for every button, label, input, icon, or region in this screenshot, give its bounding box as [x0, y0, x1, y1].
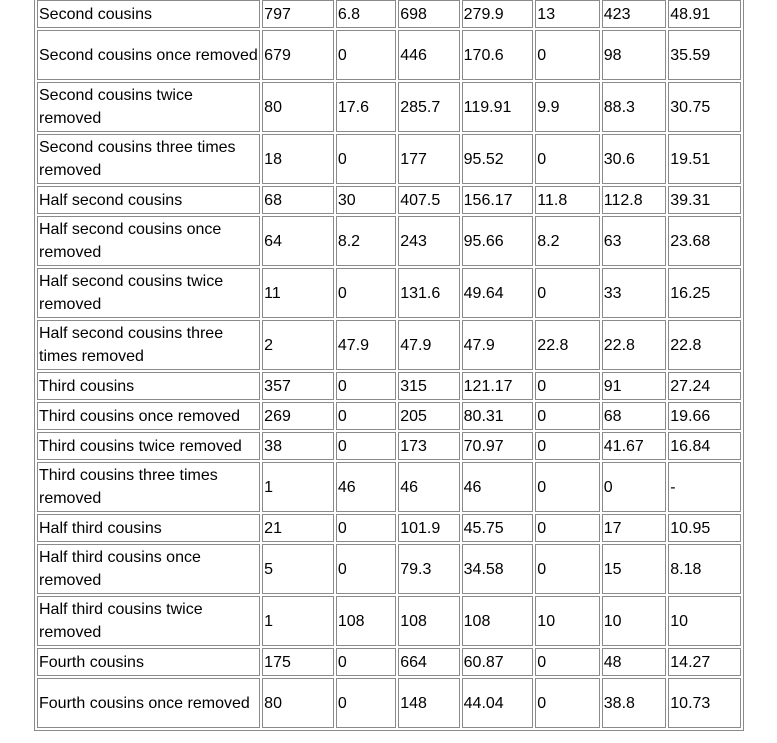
- value-cell: 698: [398, 0, 459, 28]
- value-cell: 446: [398, 30, 459, 80]
- relationship-label-cell: Half second cousins three times removed: [37, 320, 260, 370]
- table-row: [37, 402, 741, 430]
- value-cell: 156.17: [462, 186, 534, 214]
- relationship-label-cell: Half second cousins once removed: [37, 216, 260, 266]
- value-cell: 30.75: [668, 82, 741, 132]
- relationship-cm-table: [34, 0, 744, 731]
- value-cell: 38.8: [602, 678, 666, 728]
- value-cell: 21: [262, 514, 334, 542]
- table-body: [37, 0, 741, 728]
- value-cell: 48: [602, 648, 666, 676]
- value-cell: 6.8: [336, 0, 396, 28]
- value-cell: 357: [262, 372, 334, 400]
- value-cell: 38: [262, 432, 334, 460]
- value-cell: 423: [602, 0, 666, 28]
- relationship-label-cell: Half third cousins once removed: [37, 544, 260, 594]
- relationship-label-cell: Fourth cousins: [37, 648, 260, 676]
- value-cell: 0: [336, 134, 396, 184]
- table-row: [37, 596, 741, 646]
- value-cell: 205: [398, 402, 459, 430]
- table-row: [37, 0, 741, 28]
- value-cell: 47.9: [462, 320, 534, 370]
- value-cell: 64: [262, 216, 334, 266]
- value-cell: 0: [336, 268, 396, 318]
- value-cell: 8.2: [535, 216, 599, 266]
- value-cell: 23.68: [668, 216, 741, 266]
- table-row: [37, 678, 741, 728]
- value-cell: 1: [262, 596, 334, 646]
- value-cell: 0: [535, 134, 599, 184]
- value-cell: 19.66: [668, 402, 741, 430]
- value-cell: 0: [535, 372, 599, 400]
- value-cell: 0: [535, 648, 599, 676]
- value-cell: 80.31: [462, 402, 534, 430]
- value-cell: 170.6: [462, 30, 534, 80]
- value-cell: 279.9: [462, 0, 534, 28]
- value-cell: 0: [336, 30, 396, 80]
- value-cell: 121.17: [462, 372, 534, 400]
- value-cell: 0: [535, 544, 599, 594]
- value-cell: 35.59: [668, 30, 741, 80]
- value-cell: 17: [602, 514, 666, 542]
- value-cell: 0: [336, 432, 396, 460]
- relationship-label-cell: Fourth cousins once removed: [37, 678, 260, 728]
- value-cell: 173: [398, 432, 459, 460]
- value-cell: 44.04: [462, 678, 534, 728]
- value-cell: 177: [398, 134, 459, 184]
- value-cell: 68: [262, 186, 334, 214]
- value-cell: 39.31: [668, 186, 741, 214]
- value-cell: -: [668, 462, 741, 512]
- relationship-label-cell: Half second cousins: [37, 186, 260, 214]
- value-cell: 88.3: [602, 82, 666, 132]
- value-cell: 47.9: [336, 320, 396, 370]
- value-cell: 22.8: [668, 320, 741, 370]
- relationship-label-cell: Third cousins: [37, 372, 260, 400]
- relationship-label-cell: Second cousins three times removed: [37, 134, 260, 184]
- value-cell: 33: [602, 268, 666, 318]
- relationship-label-cell: Second cousins once removed: [37, 30, 260, 80]
- value-cell: 15: [602, 544, 666, 594]
- relationship-label-cell: Second cousins twice removed: [37, 82, 260, 132]
- value-cell: 41.67: [602, 432, 666, 460]
- value-cell: 0: [535, 402, 599, 430]
- value-cell: 0: [535, 432, 599, 460]
- value-cell: 34.58: [462, 544, 534, 594]
- value-cell: 269: [262, 402, 334, 430]
- value-cell: 45.75: [462, 514, 534, 542]
- value-cell: 0: [535, 514, 599, 542]
- relationship-label-cell: Half third cousins: [37, 514, 260, 542]
- table-row: [37, 134, 741, 184]
- value-cell: 112.8: [602, 186, 666, 214]
- value-cell: 60.87: [462, 648, 534, 676]
- value-cell: 285.7: [398, 82, 459, 132]
- table-row: [37, 514, 741, 542]
- value-cell: 11: [262, 268, 334, 318]
- value-cell: 0: [602, 462, 666, 512]
- table-row: [37, 30, 741, 80]
- value-cell: 14.27: [668, 648, 741, 676]
- table-row: [37, 216, 741, 266]
- value-cell: 5: [262, 544, 334, 594]
- value-cell: 119.91: [462, 82, 534, 132]
- value-cell: 48.91: [668, 0, 741, 28]
- relationship-label-cell: Third cousins three times removed: [37, 462, 260, 512]
- table-row: [37, 432, 741, 460]
- value-cell: 95.66: [462, 216, 534, 266]
- table-row: [37, 320, 741, 370]
- value-cell: 16.84: [668, 432, 741, 460]
- value-cell: 80: [262, 678, 334, 728]
- relationship-label-cell: Half third cousins twice removed: [37, 596, 260, 646]
- value-cell: 46: [336, 462, 396, 512]
- value-cell: 148: [398, 678, 459, 728]
- value-cell: 315: [398, 372, 459, 400]
- value-cell: 0: [336, 678, 396, 728]
- value-cell: 108: [462, 596, 534, 646]
- value-cell: 22.8: [602, 320, 666, 370]
- value-cell: 30: [336, 186, 396, 214]
- value-cell: 8.2: [336, 216, 396, 266]
- value-cell: 46: [398, 462, 459, 512]
- value-cell: 10.95: [668, 514, 741, 542]
- value-cell: 13: [535, 0, 599, 28]
- value-cell: 2: [262, 320, 334, 370]
- value-cell: 10.73: [668, 678, 741, 728]
- value-cell: 63: [602, 216, 666, 266]
- value-cell: 0: [535, 30, 599, 80]
- value-cell: 1: [262, 462, 334, 512]
- value-cell: 18: [262, 134, 334, 184]
- table-row: [37, 186, 741, 214]
- value-cell: 0: [336, 648, 396, 676]
- value-cell: 10: [668, 596, 741, 646]
- value-cell: 47.9: [398, 320, 459, 370]
- value-cell: 10: [602, 596, 666, 646]
- value-cell: 0: [535, 268, 599, 318]
- value-cell: 108: [398, 596, 459, 646]
- value-cell: 0: [336, 514, 396, 542]
- table-row: [37, 462, 741, 512]
- value-cell: 95.52: [462, 134, 534, 184]
- relationship-label-cell: Half second cousins twice removed: [37, 268, 260, 318]
- value-cell: 9.9: [535, 82, 599, 132]
- value-cell: 11.8: [535, 186, 599, 214]
- value-cell: 79.3: [398, 544, 459, 594]
- table-container: [34, 0, 744, 731]
- value-cell: 0: [336, 544, 396, 594]
- value-cell: 30.6: [602, 134, 666, 184]
- value-cell: 0: [535, 462, 599, 512]
- value-cell: 108: [336, 596, 396, 646]
- value-cell: 19.51: [668, 134, 741, 184]
- value-cell: 46: [462, 462, 534, 512]
- value-cell: 91: [602, 372, 666, 400]
- table-row: [37, 82, 741, 132]
- value-cell: 98: [602, 30, 666, 80]
- value-cell: 80: [262, 82, 334, 132]
- relationship-label-cell: Second cousins: [37, 0, 260, 28]
- table-row: [37, 268, 741, 318]
- value-cell: 49.64: [462, 268, 534, 318]
- value-cell: 16.25: [668, 268, 741, 318]
- table-row: [37, 648, 741, 676]
- value-cell: 8.18: [668, 544, 741, 594]
- value-cell: 70.97: [462, 432, 534, 460]
- value-cell: 243: [398, 216, 459, 266]
- relationship-label-cell: Third cousins twice removed: [37, 432, 260, 460]
- value-cell: 27.24: [668, 372, 741, 400]
- value-cell: 407.5: [398, 186, 459, 214]
- value-cell: 10: [535, 596, 599, 646]
- value-cell: 664: [398, 648, 459, 676]
- value-cell: 101.9: [398, 514, 459, 542]
- value-cell: 22.8: [535, 320, 599, 370]
- value-cell: 0: [336, 402, 396, 430]
- value-cell: 0: [336, 372, 396, 400]
- table-row: [37, 544, 741, 594]
- value-cell: 131.6: [398, 268, 459, 318]
- table-row: [37, 372, 741, 400]
- relationship-label-cell: Third cousins once removed: [37, 402, 260, 430]
- value-cell: 797: [262, 0, 334, 28]
- value-cell: 175: [262, 648, 334, 676]
- value-cell: 0: [535, 678, 599, 728]
- value-cell: 17.6: [336, 82, 396, 132]
- value-cell: 679: [262, 30, 334, 80]
- value-cell: 68: [602, 402, 666, 430]
